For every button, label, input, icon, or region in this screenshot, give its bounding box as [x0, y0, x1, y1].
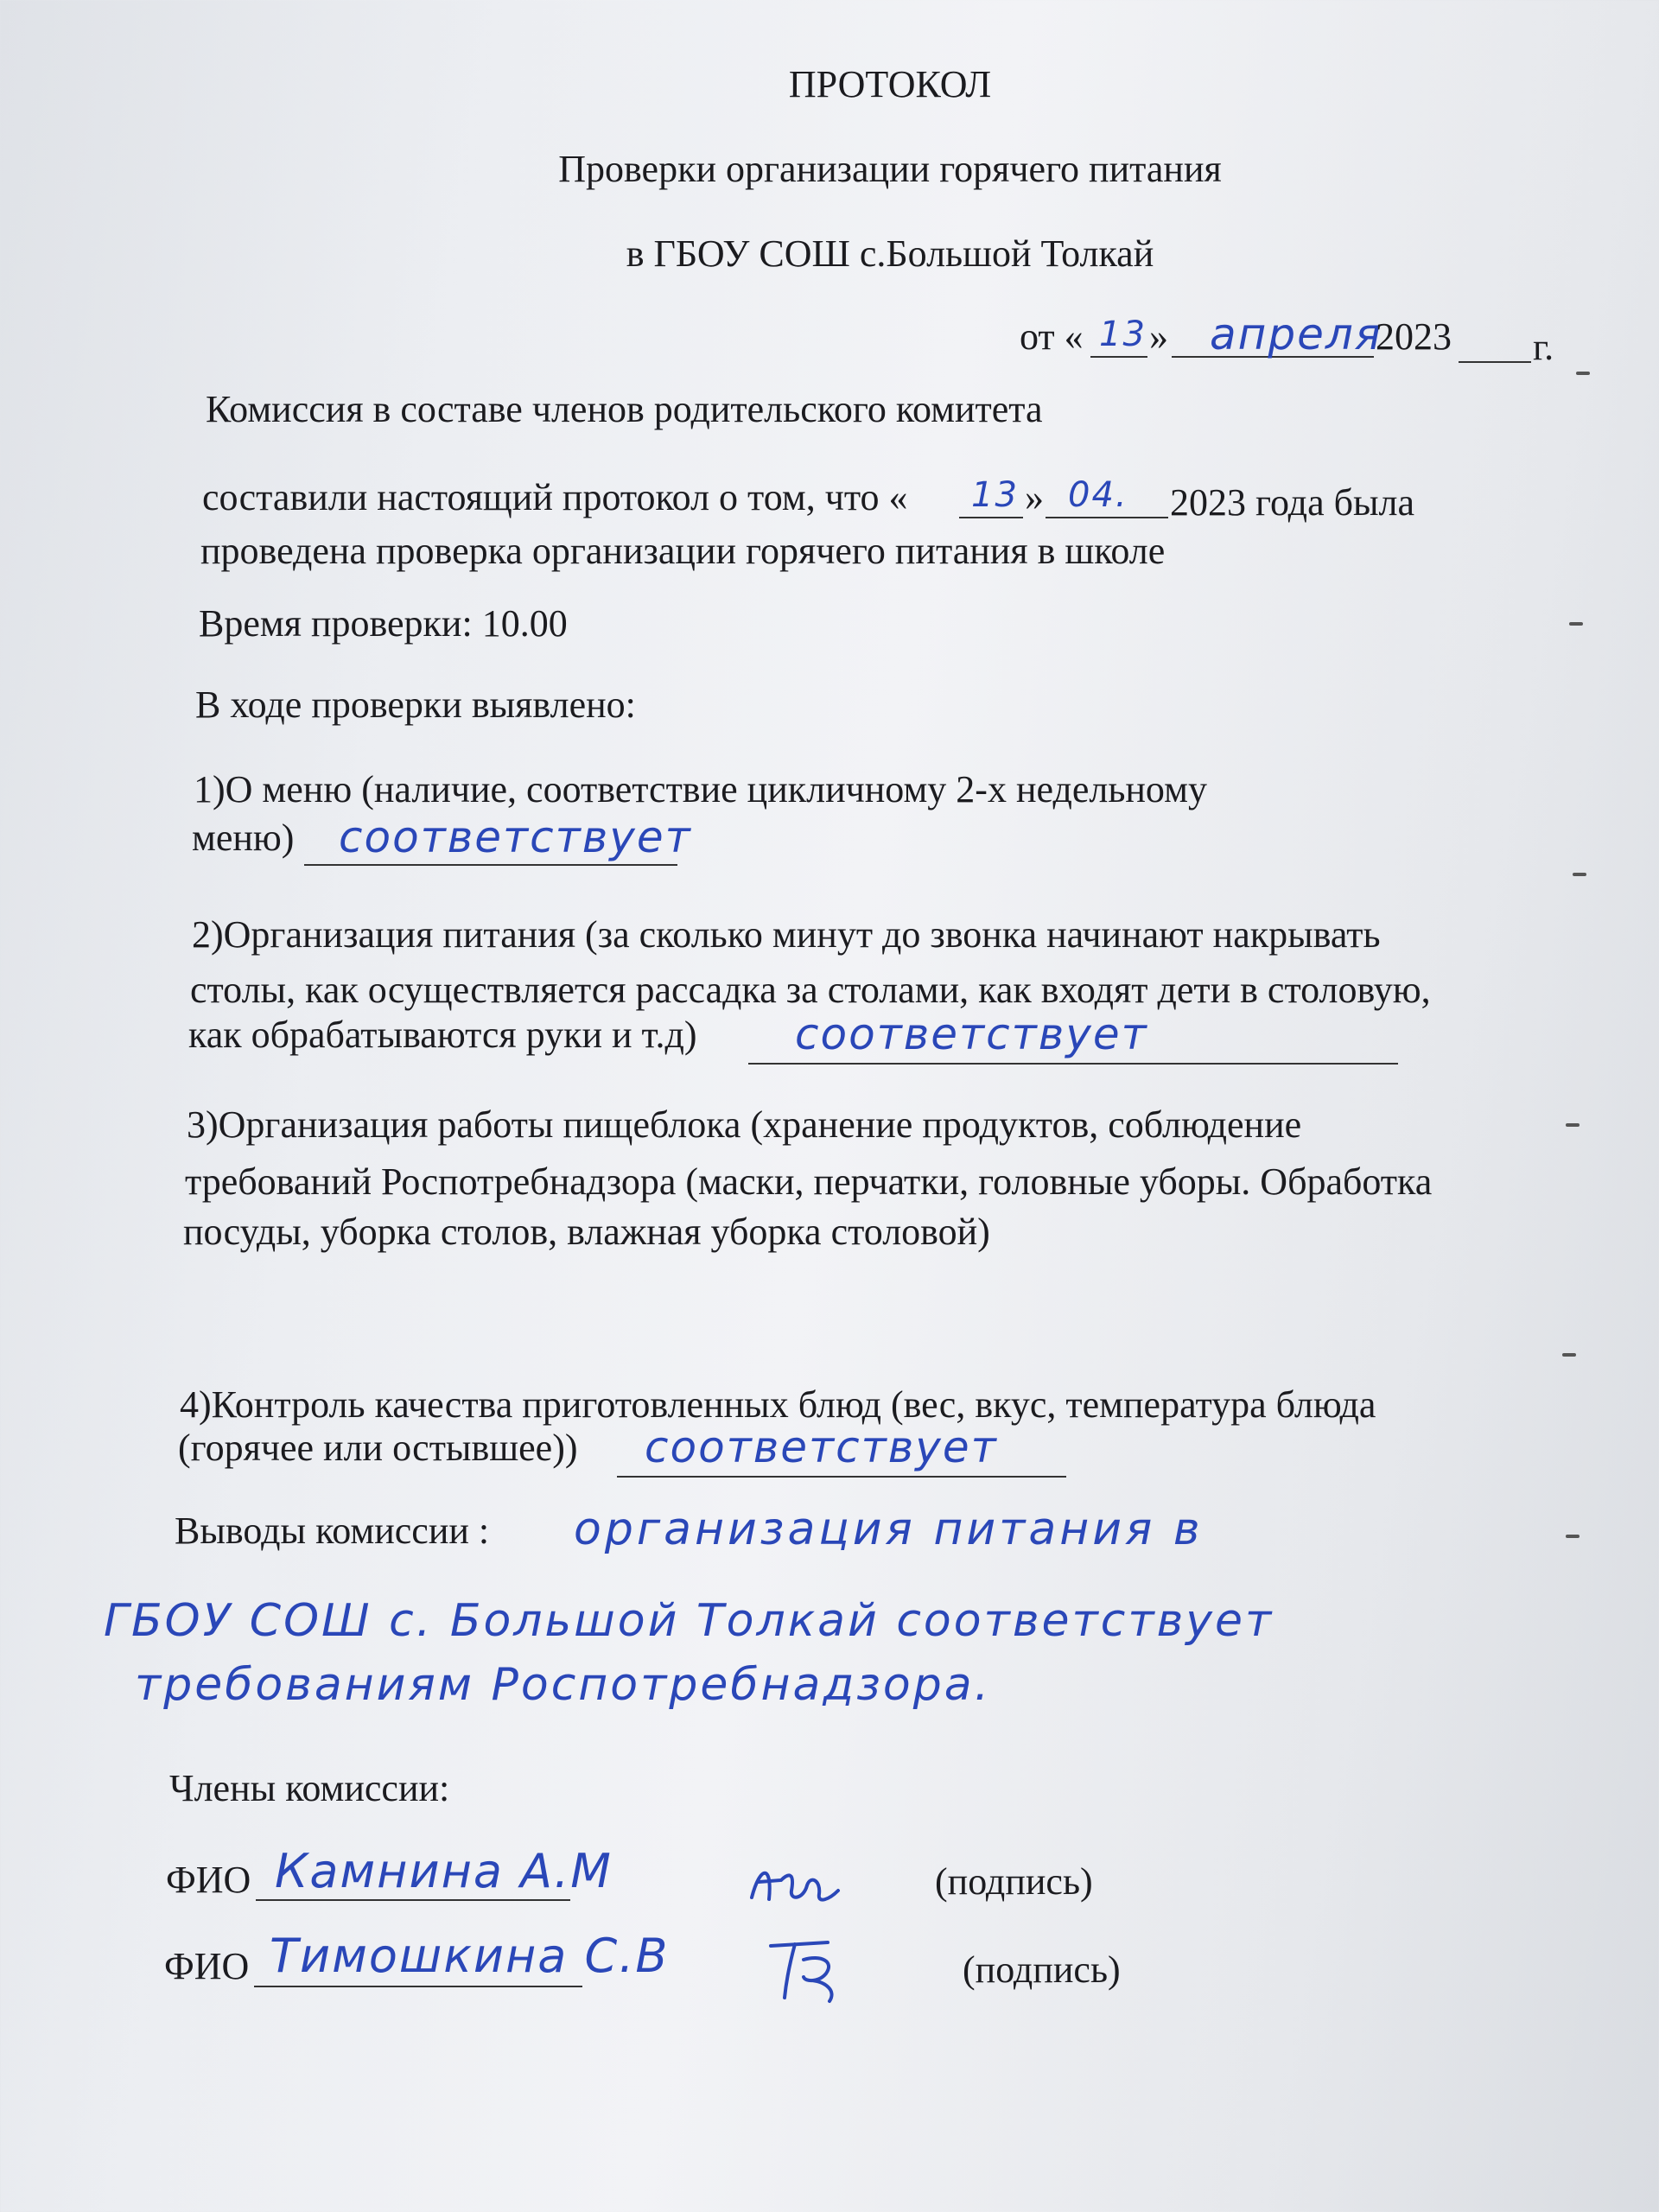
item-4-line-2: (горячее или остывшее))	[178, 1427, 578, 1469]
item-2-line-1: 2)Организация питания (за сколько минут до звонка начинают накрывать	[192, 913, 1381, 956]
member-name-2: Тимошкина С.В	[270, 1929, 670, 1983]
item-4-answer: соответствует	[645, 1422, 998, 1472]
signature-label-1: (подпись)	[935, 1860, 1093, 1903]
date-year: 2023	[1376, 315, 1452, 358]
member-name-1: Камнина А.М	[275, 1844, 613, 1898]
edge-mark	[1573, 873, 1586, 876]
edge-mark	[1576, 372, 1590, 375]
intro-line-1: Комиссия в составе членов родительского комитета	[206, 388, 1043, 430]
item-2-answer: соответствует	[795, 1009, 1148, 1059]
date-suffix: г.	[1533, 326, 1554, 368]
intro-line-3: проведена проверка организации горячего питания в школе	[200, 530, 1166, 572]
document-title: ПРОТОКОЛ	[788, 63, 992, 105]
edge-mark	[1566, 1535, 1580, 1538]
intro-mid: »	[1025, 476, 1044, 518]
intro-month: 04.	[1068, 475, 1128, 515]
signature-label-2: (подпись)	[963, 1948, 1121, 1991]
date-mid: »	[1149, 315, 1168, 358]
fio-label-2: ФИО	[164, 1945, 250, 1987]
conclusions-handwritten-3: требованиям Роспотребнадзора.	[135, 1659, 992, 1711]
edge-mark	[1566, 1123, 1580, 1127]
item-1-answer: соответствует	[339, 812, 692, 862]
members-label: Члены комиссии:	[169, 1767, 450, 1809]
edge-mark	[1562, 1353, 1576, 1357]
fio-label-1: ФИО	[166, 1859, 251, 1901]
edge-mark	[1569, 622, 1583, 626]
school-name: в ГБОУ СОШ с.Большой Толкай	[626, 232, 1154, 275]
signature-1	[743, 1856, 847, 1916]
item-2-line-2: столы, как осуществляется рассадка за столами, как входят дети в столовую,	[190, 969, 1431, 1011]
intro-day: 13	[971, 475, 1019, 515]
item-3-line-2: требований Роспотребнадзора (маски, перчатки, головные уборы. Обработка	[185, 1160, 1433, 1203]
signature-2	[760, 1929, 855, 2006]
item-1-line-1: 1)О меню (наличие, соответствие цикличному 2-х недельному	[194, 768, 1207, 810]
item-4-line-1: 4)Контроль качества приготовленных блюд (вес, вкус, температура блюда	[180, 1383, 1376, 1426]
date-day: 13	[1099, 315, 1147, 354]
intro-line-2-text: составили настоящий протокол о том, что «	[202, 476, 908, 518]
conclusions-handwritten-2: ГБОУ СОШ с. Большой Толкай соответствует	[104, 1595, 1274, 1647]
item-3-line-1: 3)Организация работы пищеблока (хранение продуктов, соблюдение	[187, 1103, 1302, 1146]
item-3-line-3: посуды, уборка столов, влажная уборка столовой)	[183, 1211, 990, 1253]
conclusions-handwritten-1: организация питания в	[574, 1503, 1204, 1555]
findings-heading: В ходе проверки выявлено:	[195, 683, 636, 726]
date-prefix: от «	[1020, 315, 1084, 358]
date-month: апреля	[1210, 309, 1382, 359]
inspection-time: Время проверки: 10.00	[199, 602, 568, 645]
item-1-line-2: меню)	[192, 817, 295, 859]
intro-year-text: 2023 года была	[1170, 481, 1415, 524]
item-2-line-3: как обрабатываются руки и т.д)	[188, 1014, 697, 1056]
conclusions-label: Выводы комиссии :	[175, 1510, 490, 1552]
document-subtitle: Проверки организации горячего питания	[558, 148, 1222, 190]
